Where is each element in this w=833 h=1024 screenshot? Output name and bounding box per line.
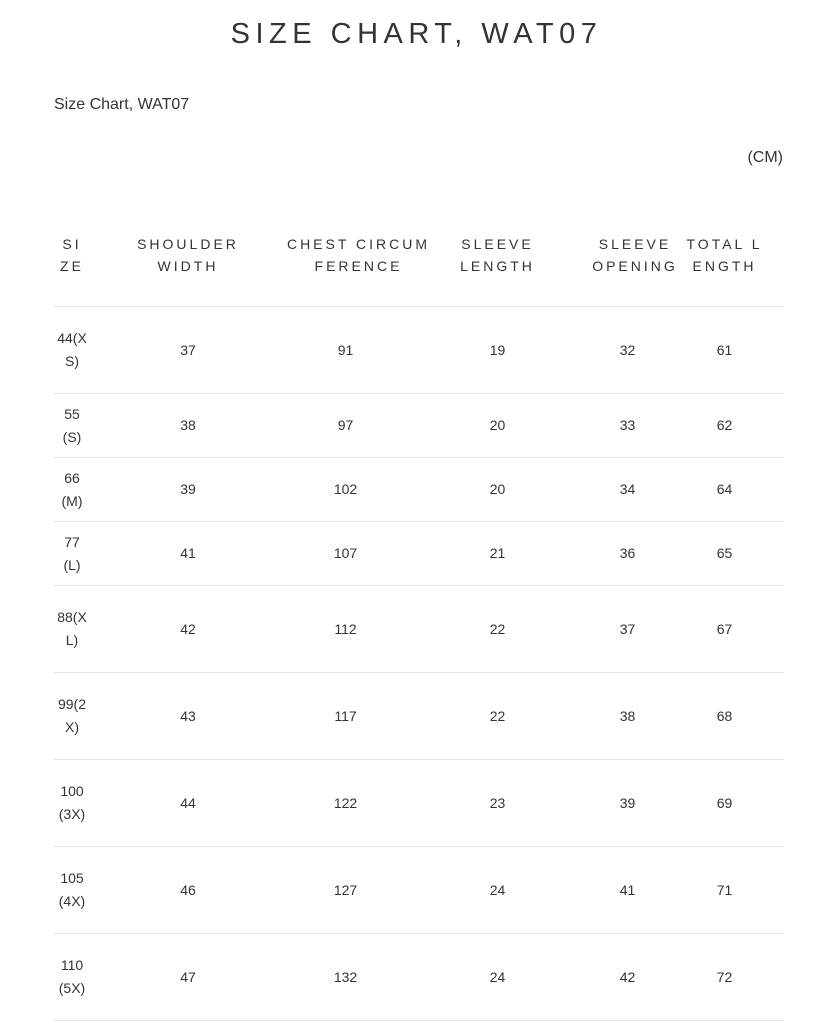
sleeve-length-cell: 19: [405, 307, 590, 394]
shoulder-width-cell: 42: [90, 586, 286, 673]
size-cell: 66(M): [54, 458, 90, 522]
shoulder-width-cell: 47: [90, 934, 286, 1021]
total-length-cell: 64: [665, 458, 784, 522]
shoulder-width-cell: 38: [90, 394, 286, 458]
total-length-cell: 61: [665, 307, 784, 394]
size-cell: 88(XL): [54, 586, 90, 673]
chest-cell: 107: [286, 522, 405, 586]
shoulder-width-cell: 46: [90, 847, 286, 934]
chest-cell: 97: [286, 394, 405, 458]
size-cell: 110(5X): [54, 934, 90, 1021]
table-header-row: [54, 204, 784, 307]
sleeve-length-cell: 24: [405, 934, 590, 1021]
size-cell: 99(2X): [54, 673, 90, 760]
table-row: [54, 394, 784, 458]
size-cell: 100(3X): [54, 760, 90, 847]
header-size: SIZE: [54, 204, 90, 307]
chest-cell: 122: [286, 760, 405, 847]
table-row: [54, 586, 784, 673]
header-shoulder-width: SHOULDER WIDTH: [90, 204, 286, 307]
sleeve-opening-cell: 34: [590, 458, 665, 522]
page-title: SIZE CHART, WAT07: [230, 18, 603, 50]
chest-cell: 102: [286, 458, 405, 522]
table-row: [54, 522, 784, 586]
total-length-cell: 71: [665, 847, 784, 934]
chest-cell: 117: [286, 673, 405, 760]
sleeve-length-cell: 22: [405, 586, 590, 673]
header-sleeve-length: SLEEVE LENGTH: [405, 204, 590, 307]
total-length-cell: 72: [665, 934, 784, 1021]
total-length-cell: 65: [665, 522, 784, 586]
shoulder-width-cell: 43: [90, 673, 286, 760]
total-length-cell: 67: [665, 586, 784, 673]
total-length-cell: 62: [665, 394, 784, 458]
sleeve-length-cell: 22: [405, 673, 590, 760]
sleeve-opening-cell: 38: [590, 673, 665, 760]
shoulder-width-cell: 37: [90, 307, 286, 394]
size-cell: 44(XS): [54, 307, 90, 394]
table-row: [54, 760, 784, 847]
sleeve-opening-cell: 32: [590, 307, 665, 394]
sleeve-length-cell: 23: [405, 760, 590, 847]
sleeve-opening-cell: 36: [590, 522, 665, 586]
unit-label: (CM): [747, 149, 783, 166]
sleeve-opening-cell: 41: [590, 847, 665, 934]
shoulder-width-cell: 44: [90, 760, 286, 847]
size-table: [54, 204, 784, 1021]
table-row: [54, 673, 784, 760]
sleeve-length-cell: 20: [405, 394, 590, 458]
header-total-length: TOTAL LENGTH: [665, 204, 784, 307]
table-row: [54, 458, 784, 522]
size-cell: 77(L): [54, 522, 90, 586]
sleeve-length-cell: 20: [405, 458, 590, 522]
chest-cell: 112: [286, 586, 405, 673]
size-cell: 55(S): [54, 394, 90, 458]
sleeve-opening-cell: 37: [590, 586, 665, 673]
sleeve-opening-cell: 42: [590, 934, 665, 1021]
size-cell: 105(4X): [54, 847, 90, 934]
sleeve-opening-cell: 33: [590, 394, 665, 458]
shoulder-width-cell: 39: [90, 458, 286, 522]
header-sleeve-opening: SLEEVE OPENING: [590, 204, 665, 307]
chart-subtitle: Size Chart, WAT07: [54, 96, 190, 113]
table-row: [54, 847, 784, 934]
sleeve-opening-cell: 39: [590, 760, 665, 847]
table-row: [54, 307, 784, 394]
total-length-cell: 68: [665, 673, 784, 760]
chest-cell: 91: [286, 307, 405, 394]
total-length-cell: 69: [665, 760, 784, 847]
sleeve-length-cell: 21: [405, 522, 590, 586]
chest-cell: 127: [286, 847, 405, 934]
sleeve-length-cell: 24: [405, 847, 590, 934]
header-chest-circumference: CHEST CIRCUMFERENCE: [286, 204, 405, 307]
chest-cell: 132: [286, 934, 405, 1021]
table-row: [54, 934, 784, 1021]
shoulder-width-cell: 41: [90, 522, 286, 586]
